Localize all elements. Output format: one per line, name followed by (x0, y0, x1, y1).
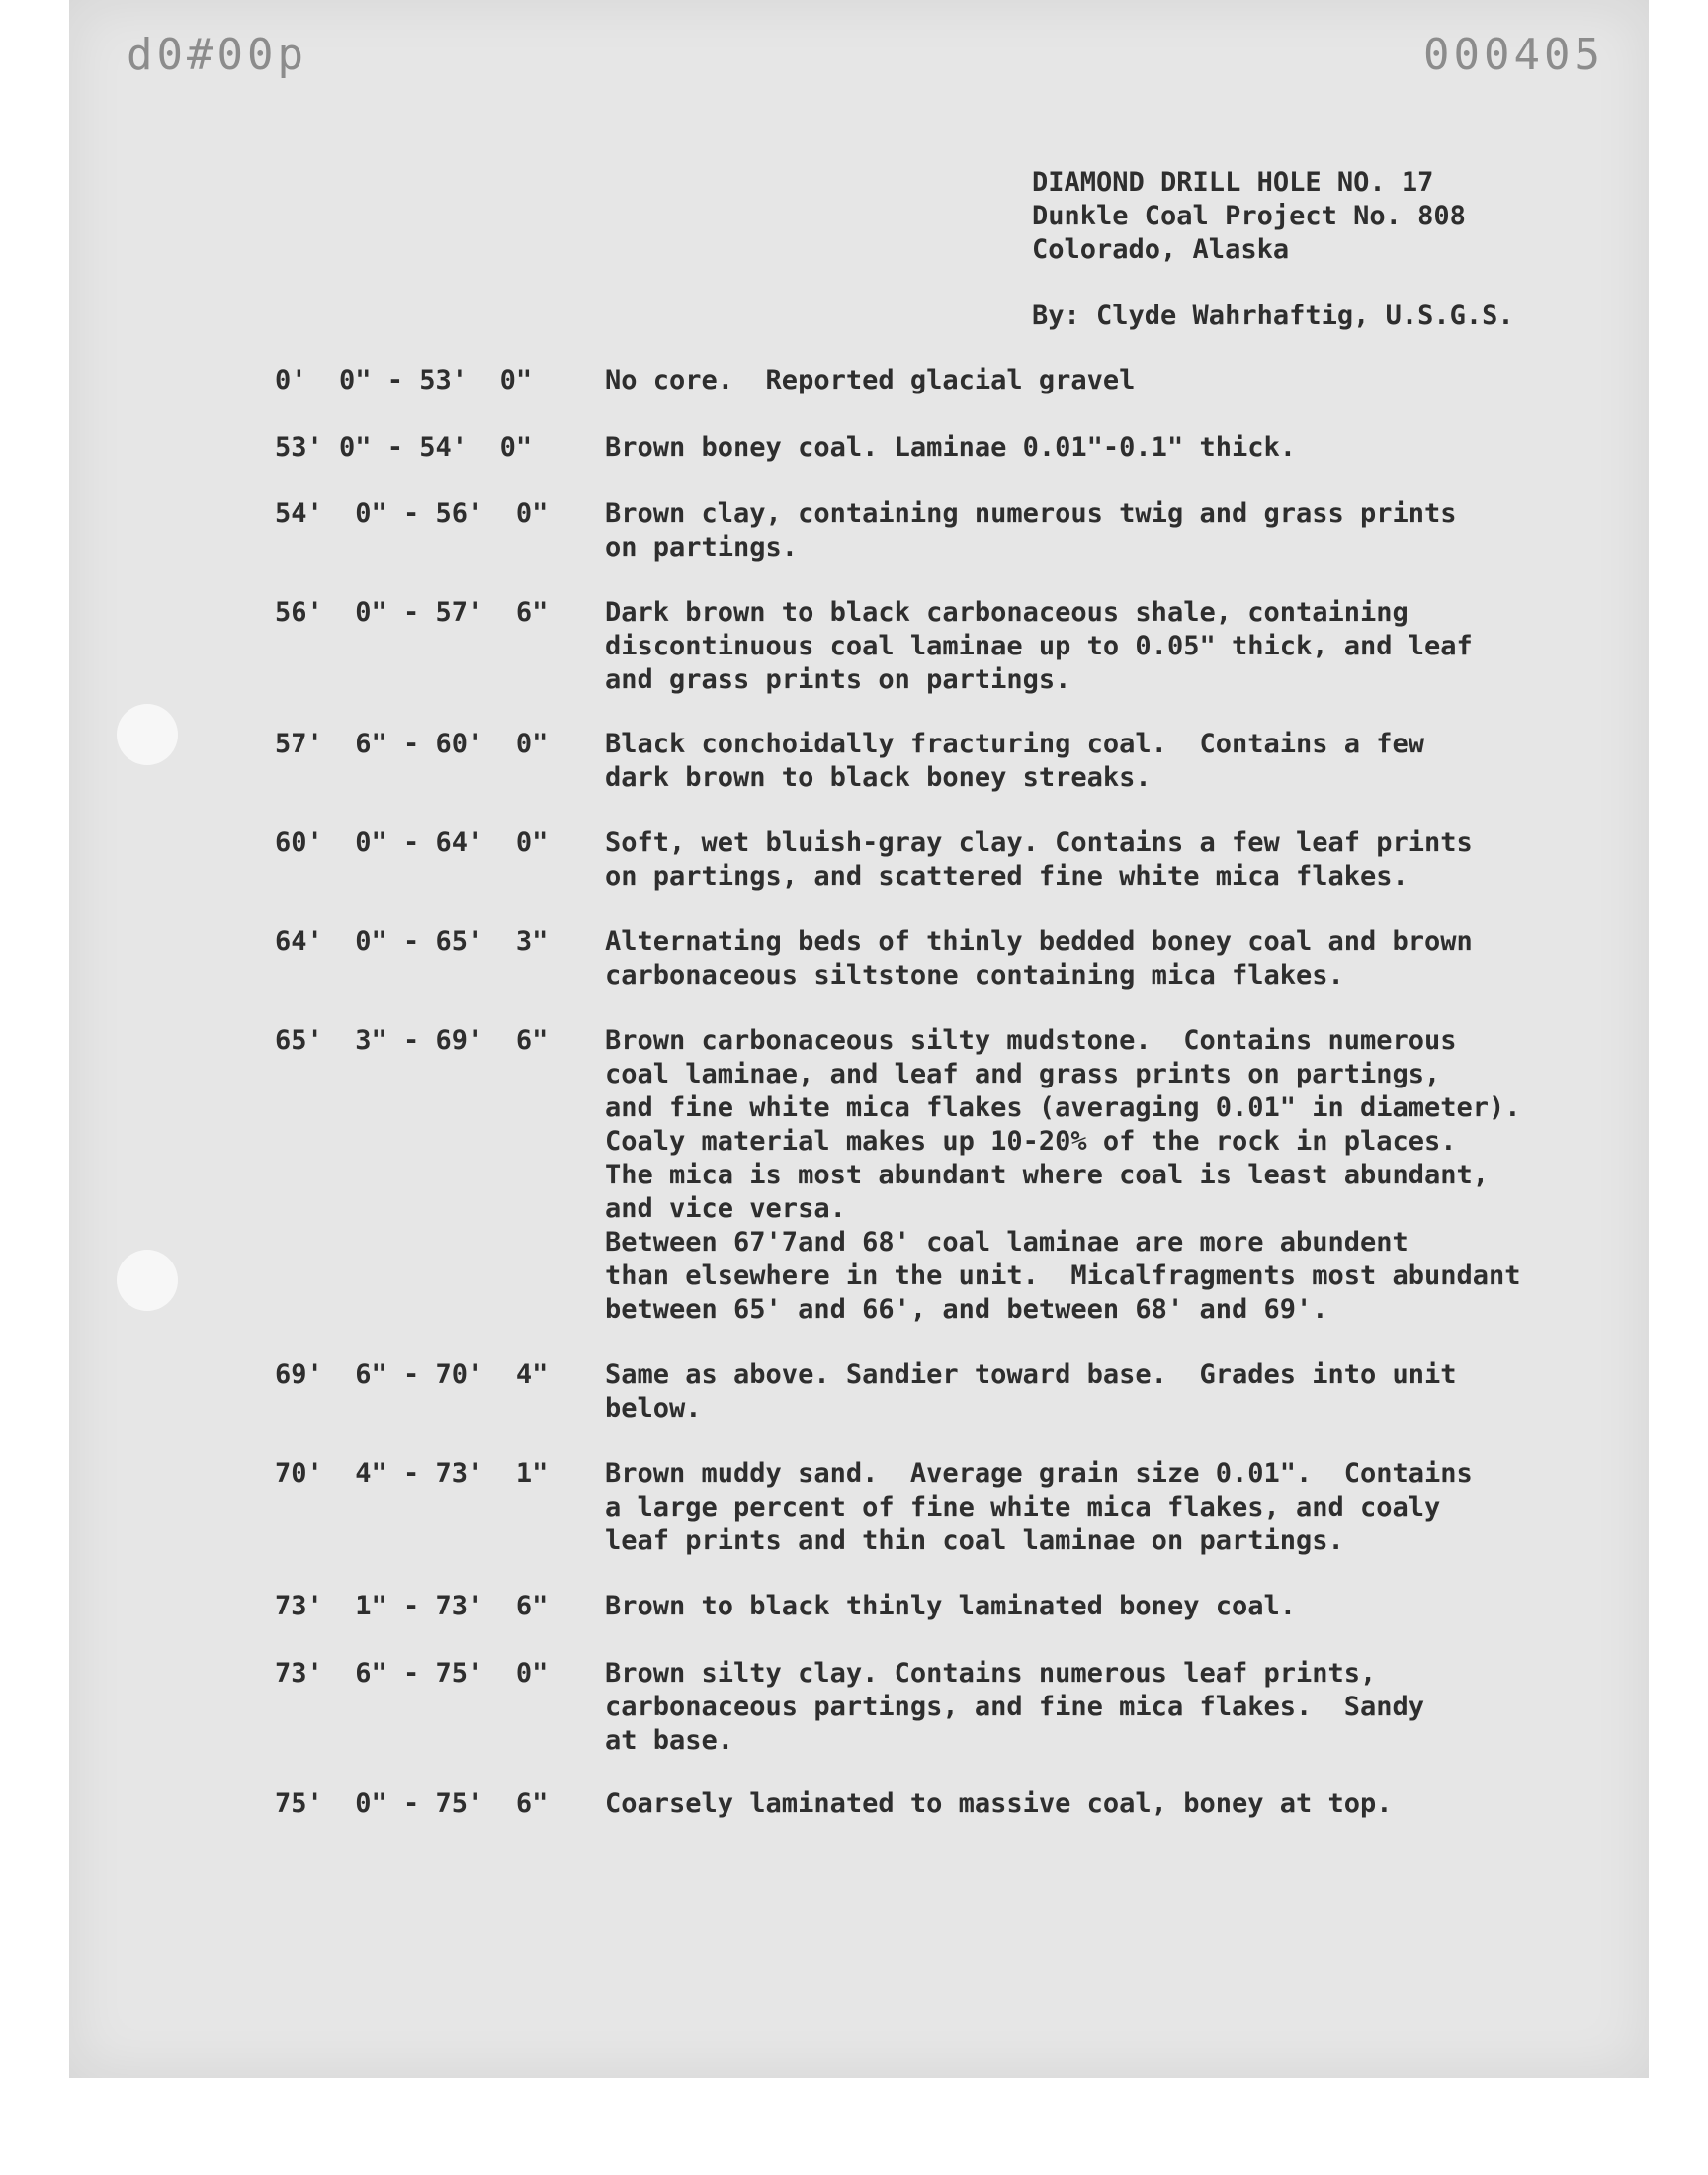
log-depth-range: 75' 0" - 75' 6" (275, 1788, 549, 1819)
log-depth-range: 73' 1" - 73' 6" (275, 1591, 549, 1621)
log-depth-range: 54' 0" - 56' 0" (275, 498, 549, 529)
heading-title: DIAMOND DRILL HOLE NO. 17 (1032, 167, 1434, 198)
log-description: Brown to black thinly laminated boney coal. (605, 1591, 1296, 1621)
log-description: Black conchoidally fracturing coal. Contains a few dark brown to black boney streaks. (605, 729, 1425, 793)
log-description: Brown carbonaceous silty mudstone. Contains numerous coal laminae, and leaf and grass prints on partings, and fine white mica flakes (averaging 0.01" in diameter). Coaly material makes up 10-20% of the rock in places. The mica is most abundant where coal is least abundant, and vice versa. Between 67'7and 68' coal laminae are more abundent than elsewhere in the unit. Micalfragments most abundant between 65' and 66', and between 68' and 69'. (605, 1025, 1521, 1325)
log-description: Brown muddy sand. Average grain size 0.01". Contains a large percent of fine white mica flakes, and coaly leaf prints and thin coal laminae on partings. (605, 1458, 1473, 1556)
log-description: Alternating beds of thinly bedded boney coal and brown carbonaceous siltstone containing mica flakes. (605, 926, 1473, 991)
log-description: Brown clay, containing numerous twig and grass prints on partings. (605, 498, 1457, 563)
punch-hole-lower (117, 1250, 178, 1311)
log-depth-range: 64' 0" - 65' 3" (275, 926, 549, 957)
log-depth-range: 69' 6" - 70' 4" (275, 1359, 549, 1390)
log-description: Same as above. Sandier toward base. Grades into unit below. (605, 1359, 1457, 1424)
heading-author: By: Clyde Wahrhaftig, U.S.G.S. (1032, 301, 1514, 331)
log-description: Soft, wet bluish-gray clay. Contains a few leaf prints on partings, and scattered fine white mica flakes. (605, 827, 1473, 892)
heading-project: Dunkle Coal Project No. 808 (1032, 201, 1466, 231)
heading-location: Colorado, Alaska (1032, 234, 1290, 265)
log-description: Coarsely laminated to massive coal, boney at top. (605, 1788, 1393, 1819)
document-heading (1032, 166, 1466, 267)
log-depth-range: 65' 3" - 69' 6" (275, 1025, 549, 1056)
log-depth-range: 53' 0" - 54' 0" (275, 432, 533, 463)
page-margin (0, 2094, 1708, 2175)
log-depth-range: 70' 4" - 73' 1" (275, 1458, 549, 1489)
log-description: Dark brown to black carbonaceous shale, containing discontinuous coal laminae up to 0.05" thick, and leaf and grass prints on partings. (605, 597, 1473, 695)
stamp-page-number: 000405 (1423, 30, 1604, 80)
log-depth-range: 73' 6" - 75' 0" (275, 1658, 549, 1689)
stamp-left-number: d0#00p (127, 30, 307, 80)
log-depth-range: 56' 0" - 57' 6" (275, 597, 549, 628)
log-description: Brown silty clay. Contains numerous leaf prints, carbonaceous partings, and fine mica flakes. Sandy at base. (605, 1658, 1425, 1756)
log-depth-range: 0' 0" - 53' 0" (275, 365, 533, 395)
log-depth-range: 57' 6" - 60' 0" (275, 729, 549, 759)
punch-hole-upper (117, 704, 178, 765)
log-description: Brown boney coal. Laminae 0.01"-0.1" thick. (605, 432, 1296, 463)
log-description: No core. Reported glacial gravel (605, 365, 1136, 395)
log-depth-range: 60' 0" - 64' 0" (275, 827, 549, 858)
